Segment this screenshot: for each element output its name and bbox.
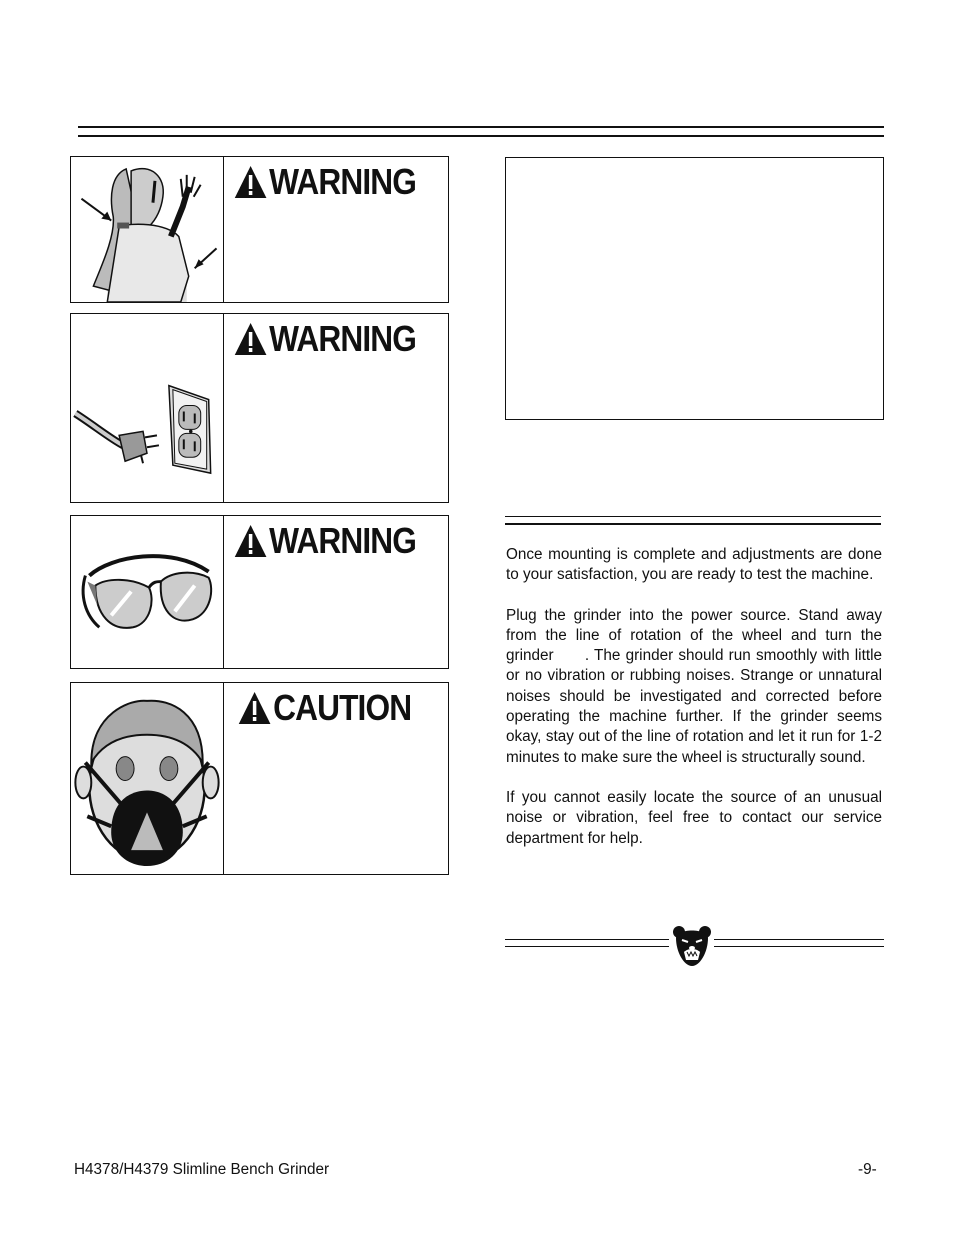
end-divider-right-2 (714, 946, 884, 947)
warning-box-plug (70, 313, 449, 503)
warning-triangle-icon (233, 164, 268, 200)
section-rule (505, 516, 881, 517)
warning-header (233, 520, 416, 562)
warning-label: WARNING (269, 318, 417, 359)
end-divider-left (505, 939, 669, 940)
caution-box-respirator (70, 682, 449, 875)
warning-triangle-icon (233, 523, 268, 559)
bear-logo-icon (672, 924, 712, 968)
test-run-text (506, 545, 887, 869)
paragraph: Once mounting is complete and adjustments are done to your satisfaction, you are ready to test the machine. (506, 546, 882, 584)
footer-page-number: -9- (858, 1161, 877, 1178)
end-divider-left-2 (505, 946, 669, 947)
caution-triangle-icon (237, 690, 272, 726)
end-divider-right (714, 939, 884, 940)
hair-clothing-illustration (71, 157, 224, 302)
caution-label: CAUTION (273, 687, 412, 728)
warning-header (233, 318, 416, 360)
safety-glasses-illustration (71, 516, 224, 668)
paragraph: If you cannot easily locate the source of an unusual noise or vibration, feel free to contact our service department for help. (506, 788, 882, 847)
respirator-illustration (71, 683, 224, 874)
section-rule-top-2 (78, 135, 884, 137)
warning-box-glasses (70, 515, 449, 669)
footer-model: H4378/H4379 Slimline Bench Grinder (74, 1161, 330, 1178)
paragraph: Plug the grinder into the power source. Stand away from the line of rotation of the wheel and turn the grinder . The grinder should run smoothly with little or no vibration or rubbing noises. Strange or unnatural noises should be investigated and corrected before operating the machine further. If the grinder seems okay, stay out of the line of rotation and let it run for 1-2 minutes to make sure the wheel is structurally sound. (506, 606, 887, 766)
warning-label: WARNING (269, 520, 417, 561)
notice-box-empty (505, 157, 884, 420)
warning-triangle-icon (233, 321, 268, 357)
warning-header (233, 161, 416, 203)
plug-outlet-illustration (71, 314, 224, 502)
caution-header (237, 687, 411, 729)
warning-label: WARNING (269, 161, 417, 202)
warning-box-hair (70, 156, 449, 303)
section-rule-top (78, 126, 884, 128)
section-rule-2 (505, 523, 881, 525)
